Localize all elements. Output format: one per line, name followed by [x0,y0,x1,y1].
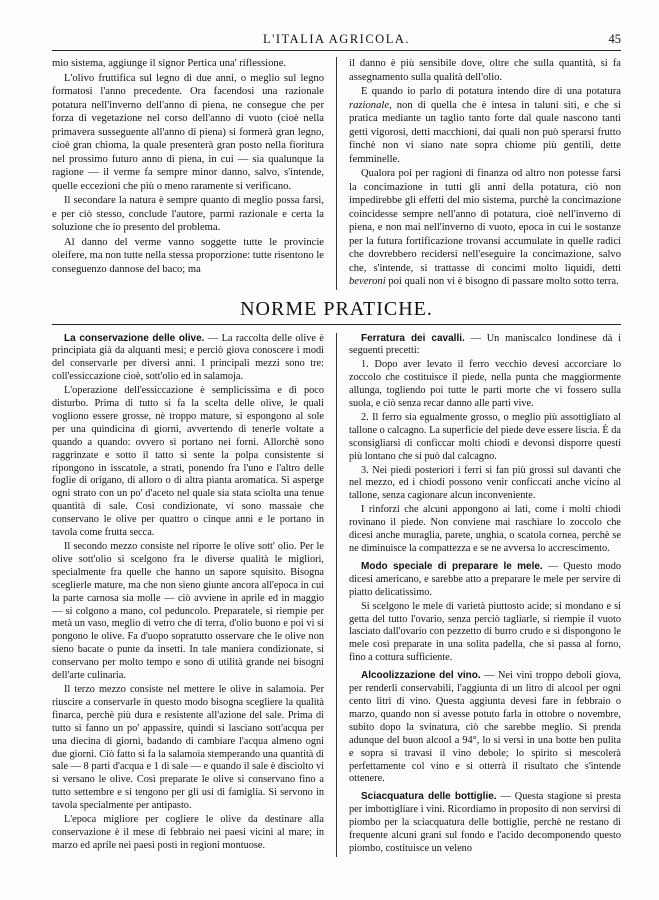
running-header [52,30,621,51]
paragraph [52,385,324,540]
paragraph: il danno è più sensibile dove, oltre che sulla quantità, si fa assegnamento sulla qualità dell'olio. [349,58,621,83]
paragraph-text: L'epoca migliore per cogliere le olive da destinare alla conservazione è il mese di febbraio nei paesi vicini al mare; in marzo ed aprile nei paesi posti in regioni montuose. [52,814,324,851]
paragraph-text: Si scelgono le mele di varietà piuttosto acide; si mondano e si getta del tutto l'ovario, senza perciò tagliarle, si riempie il vuoto lasciato dall'ovario con pezzetto di burro crudo e si dispongono le mele così preparate in una solita padella, che si passa al forno, fino a cottura sufficiente. [349,600,621,664]
page-number: 45 [608,32,621,46]
paragraph [349,601,621,666]
paragraph-text: Qualora poi per ragioni di finanza od altro non potesse farsi la concimazione in tutti gli anni della potatura, ciò non impedirebbe gli effetti del mio sistema, purchè la concimazione coincidesse sempre nell'anno di potatura, cioè nell'inverno di piena, e non mai nell'inverno di vuoto, epoca in cui le sostanze per la futura fortificazione trovansi accumulate in quelle radici che dovrebbero recidersi nell'eseguire la concimazione, salvo che, s'intende, si trattasse di concimi molto liquidi, detti [349,168,621,274]
top-left-column [52,57,324,290]
paragraph [52,814,324,853]
paragraph-text: E quando io parlo di potatura intendo dire di una potatura [361,86,621,97]
paragraph [349,504,621,556]
paragraph [52,684,324,813]
bottom-columns [52,333,621,857]
article-title: Alcoolizzazione del vino. [361,670,481,682]
paragraph-text: L'operazione dell'essiccazione è semplicissima e di poco disturbo. Prima di tutto si fa la scelta delle olive, le quali vogliono essere grosse, nè troppo mature, si espongono al sole per una quindicina di giorni, avvertendo di tenerle voltate a quando a quando: ovvero si portano nei forni. Allorchè sono raggrinzate e sotto il tatto si sente la polpa consistente si ripongono in isscatole, a strati, ponendo fra l'uno e l'altro delle foglie di origano, di alloro o di altra pianta aromatica. Si asperge ogni strato con un po' d'aceto nel quale sia stata sciolta una tenue quantità di sale. Così condizionate, vi sono massaie che conservano le olive per quattro o cinque anni e le portano in tavola come frutta secca. [52,385,324,539]
paragraph-text: Il secondo mezzo consiste nel riporre le olive sott' olio. Per le olive sott'olio si scelgono fra le diverse qualità le migliori, specialmente fra quelle che hanno un sapore squisito. Bisogna sceglierle mature, ma che non sieno giunte ancora all'epoca in cui la parte carnosa sia molle — ciò avviene in aprile ed in maggio — si colgono a mano, col peduncolo. Preparatele, si riempie per metà un vaso, meglio di vetro che di terra, d'olio buono e poi vi si pongono le olive. Fa d'uopo sopratutto osservare che le olive non sieno bacate o punte da insetti. In tale maniera condizionate, si conservano per molto tempo e sono di utilità grande nei bisogni dell'arte culinaria. [52,541,324,682]
section-title: NORME PRATICHE. [240,297,433,320]
paragraph-text: Il terzo mezzo consiste nel mettere le olive in salamoia. Per riuscire a conservarle in questo modo bisogna scegliere la qualità finarca, perchè più dura e resistente all'azione del sale. Prima di tutto si fanno un po' appassire, quindi si lasciano sott'acqua per una diecina di giorni, badando di cambiare l'acqua almeno ogni due giorni. Ciò fatto si fa la salamoia stemperando una quantità di sale — 8 parti d'acqua e 1 di sale — e quando il sale è disciolto vi si versano le olive. Così preparate le olive si conservano fino a tutto settembre e si tengono per gli usi di famiglia. Si servono in tavola specialmente per antipasto. [52,683,324,812]
emphasis: razionale [349,99,390,111]
paragraph: Al danno del verme vanno soggette tutte le provincie oleifere, ma non tutte nella stessa proporzione: tutte risentono le conseguenzo dannose del baco; ma [52,236,324,275]
article-lead-paragraph [349,791,621,856]
article-lead-paragraph [52,333,324,385]
paragraph [349,167,621,289]
article-lead-paragraph [349,561,621,600]
paragraph-text: — Questa stagione si presta per imbottigliare i vini. Ricordiamo in proposito di non servirsi di piombo per la sciacquatura delle bottiglie, perchè ne restano di frequente alcuni grani sul fondo e l'acido decomponendo questo piombo, costituisce un veleno [349,791,622,854]
paragraph [349,359,621,411]
article-lead-paragraph [349,333,621,359]
top-right-column [349,57,621,290]
emphasis: beveroni [349,276,386,287]
paragraph-text: I rinforzi che alcuni appongono ai lati, come i molti chiodi rovinano il piede. Non conviene mai raschiare lo zoccolo che dicesi anche muraglia, parete, unghia, o scatola cornea, perchè se ne diminuisce la compattezza e se ne avversa lo accrescimento. [349,504,621,554]
article-title: Modo speciale di preparare le mele. [361,560,543,572]
paragraph-text: 3. Nei piedi posteriori i ferri si fan più grossi sul davanti che nel mezzo, ed i chiodi possono venir conficcati anche vicino al tallone, senza cagionare alcun inconveniente. [349,464,621,502]
paragraph: mio sistema, aggiunge il signor Pertica una' riflessione. [52,58,287,69]
paragraph-text: — La raccolta delle olive è principiata già da alquanti mesi; e perciò giova conoscere i modi del conservarle per diversi anni. I principali mezzi sono tre: coll'essiccazione cioè, sott'olio ed in salamoja. [52,332,324,383]
paragraph [349,465,621,504]
column-divider [336,57,337,290]
paragraph-text: poi quali non vi è bisogno di passare molto sotto terra. [385,276,619,287]
paragraph: Il secondare la natura è sempre quanto di meglio possa farsi, e per ciò stesso, conclude l'autore, parmi razionale e certa la soluzione che io presento del problema. [52,195,324,233]
article-title: Ferratura dei cavalli. [361,332,465,344]
paragraph [349,85,621,166]
paragraph-text: 2. Il ferro sia egualmente grosso, o meglio più assottigliato al tallone o calcagno. La superficie del piede deve essere liscia. È da sconsigliarsi di conficcar molti chiodi e devonsi disporre questi più lontano che si può dal calcagno. [349,411,621,462]
journal-title: L'ITALIA AGRICOLA. [263,32,410,46]
paragraph: L'olivo fruttifica sul legno di due anni, o meglio sul legno formatosi l'anno precedente. Ora facendosi una razionale potatura nell'inverno dell'anno di piena, ne consegue che per forza di vegetazione nel corso dell'anno di vuoto (cioè nella primavera susseguente all'anno di piena) si formerà gran legno, cioè gran chioma, la quale presenterà gran posto nella fioritura nel prossimo futuro anno di piena, in cui — sia qualunque la ragione — il verme fa sempre minor danno, salvo, s'intende, quelle eccezioni che più o meno raramente si verificano. [52,72,324,192]
article-lead-paragraph [349,670,621,786]
article-title: Sciacquatura delle bottiglie. [361,791,497,803]
section-rule [52,324,621,325]
bottom-left-column [52,333,324,857]
paragraph [52,541,324,683]
paragraph-text: — Questo modo dicesi americano, e sarebbe atto a preparare le mele per servire di piatto delicatissimo. [349,560,621,598]
paragraph-text: — Un maniscalco londinese dà i seguenti precetti: [349,332,621,357]
paragraph-text: , non di quella che è intesa in taluni siti, e che si pratica mediante un taglio tanto forte dal quale nascono tanti getti vigorosi, detti macchioni, dai quali non può sperarsi frutto finchè non vi siano nate sopra chiome più gentili, dette femminelle. [349,99,621,165]
column-divider [336,333,337,857]
bottom-right-column [349,333,621,857]
article-title: La conservazione delle olive. [64,332,205,344]
paragraph-text: 1. Dopo aver levato il ferro vecchio devesi accorciare lo zoccolo che costituisce il piede, nella punta che maggiormente allunga, togliendo poi tutte le parti morte che vi fossero sulla suola, e ciò senza recar danno alle parti vive. [349,359,621,410]
paragraph [349,412,621,464]
top-columns [52,57,621,290]
paragraph-text: — Nei vini troppo deboli giova, per renderli conservabili, l'aggiunta di un litro di alcool per ogni cento litri di vino. Questa aggiunta devesi fare in febbraio o marzo, quando non si avesse potuto farla in ottobre o novembre, subito dopo la svinatura, ciò che sarebbe meglio. Si prenda adunque del buon alcool a 94°, lo si versi in una botte ben pulita e sopra si travasi il vino debole; lo spirito si mescolerà perfettamente col vino e si otterrà il risultato che s'intende ottenere. [349,670,621,785]
